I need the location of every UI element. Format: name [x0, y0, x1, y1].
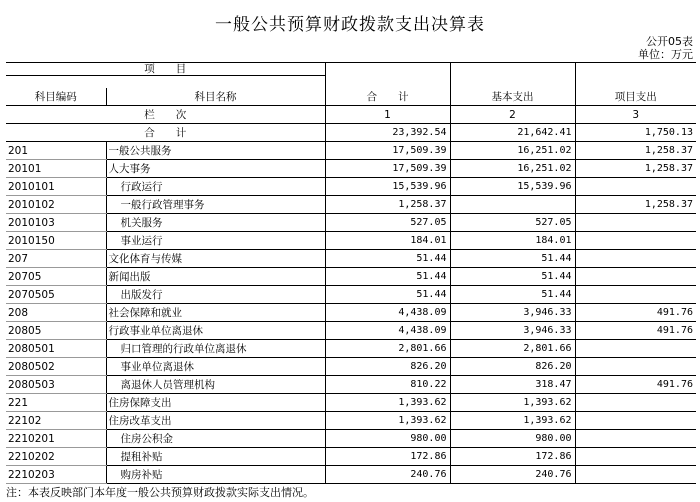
header-col1: 1 [325, 106, 450, 124]
row-total: 826.20 [325, 358, 450, 376]
row-code: 207 [6, 250, 106, 268]
header-project: 项 目 [6, 63, 325, 76]
table-code: 公开05表 [646, 35, 693, 48]
row-code: 2080501 [6, 340, 106, 358]
row-name: 文化体育与传媒 [106, 250, 325, 268]
table-row [6, 214, 696, 232]
header-code: 科目编码 [6, 88, 106, 106]
header-row-label: 栏 次 [6, 106, 325, 124]
header-total-blank [325, 63, 450, 89]
row-name: 事业运行 [106, 232, 325, 250]
row-project [575, 466, 696, 484]
total-label: 合 计 [6, 124, 325, 142]
row-total: 184.01 [325, 232, 450, 250]
header-col3: 3 [575, 106, 696, 124]
report-title: 一般公共预算财政拨款支出决算表 [215, 15, 485, 35]
row-basic: 172.86 [450, 448, 575, 466]
row-total: 172.86 [325, 448, 450, 466]
row-basic: 1,393.62 [450, 394, 575, 412]
row-basic: 51.44 [450, 268, 575, 286]
row-code: 2070505 [6, 286, 106, 304]
row-total: 1,258.37 [325, 196, 450, 214]
row-basic: 2,801.66 [450, 340, 575, 358]
row-code: 2010150 [6, 232, 106, 250]
total-amount: 23,392.54 [325, 124, 450, 142]
row-project [575, 286, 696, 304]
row-name: 行政运行 [106, 178, 325, 196]
header-project-exp: 项目支出 [575, 88, 696, 106]
row-code: 2080502 [6, 358, 106, 376]
table-row [6, 268, 696, 286]
row-basic: 1,393.62 [450, 412, 575, 430]
row-project [575, 178, 696, 196]
table-row [6, 196, 696, 214]
row-name: 出版发行 [106, 286, 325, 304]
table-row [6, 358, 696, 376]
row-code: 201 [6, 142, 106, 160]
header-row-project [6, 63, 696, 76]
row-name: 社会保障和就业 [106, 304, 325, 322]
row-basic: 826.20 [450, 358, 575, 376]
header-spacer [6, 76, 325, 89]
row-project [575, 448, 696, 466]
row-project: 1,258.37 [575, 160, 696, 178]
row-project [575, 394, 696, 412]
row-total: 4,438.09 [325, 322, 450, 340]
header-basic: 基本支出 [450, 88, 575, 106]
row-basic: 318.47 [450, 376, 575, 394]
row-name: 行政事业单位离退休 [106, 322, 325, 340]
row-code: 2210201 [6, 430, 106, 448]
header-name: 科目名称 [106, 88, 325, 106]
header-col2: 2 [450, 106, 575, 124]
row-code: 221 [6, 394, 106, 412]
row-name: 住房改革支出 [106, 412, 325, 430]
header-basic-blank [450, 63, 575, 89]
table-row [6, 394, 696, 412]
row-basic [450, 196, 575, 214]
row-code: 20805 [6, 322, 106, 340]
row-total: 2,801.66 [325, 340, 450, 358]
total-basic: 21,642.41 [450, 124, 575, 142]
row-total: 980.00 [325, 430, 450, 448]
row-total: 240.76 [325, 466, 450, 484]
row-project [575, 412, 696, 430]
row-total: 51.44 [325, 286, 450, 304]
row-name: 事业单位离退休 [106, 358, 325, 376]
row-project: 491.76 [575, 304, 696, 322]
row-basic: 15,539.96 [450, 178, 575, 196]
row-total: 527.05 [325, 214, 450, 232]
header-row-columns [6, 88, 696, 106]
row-code: 2010102 [6, 196, 106, 214]
row-total: 17,509.39 [325, 142, 450, 160]
row-code: 2210202 [6, 448, 106, 466]
header-row-index [6, 106, 696, 124]
row-project [575, 214, 696, 232]
row-basic: 3,946.33 [450, 304, 575, 322]
table-row [6, 448, 696, 466]
row-name: 新闻出版 [106, 268, 325, 286]
table-row [6, 376, 696, 394]
table-row [6, 142, 696, 160]
row-name: 机关服务 [106, 214, 325, 232]
row-total: 810.22 [325, 376, 450, 394]
total-row [6, 124, 696, 142]
expenditure-table [6, 62, 696, 484]
table-row [6, 412, 696, 430]
table-row [6, 178, 696, 196]
row-code: 208 [6, 304, 106, 322]
table-row [6, 304, 696, 322]
row-basic: 184.01 [450, 232, 575, 250]
row-name: 人大事务 [106, 160, 325, 178]
row-basic: 527.05 [450, 214, 575, 232]
unit-label: 单位：万元 [638, 48, 693, 61]
row-code: 2210203 [6, 466, 106, 484]
row-total: 4,438.09 [325, 304, 450, 322]
row-total: 1,393.62 [325, 412, 450, 430]
row-name: 住房公积金 [106, 430, 325, 448]
table-row [6, 430, 696, 448]
row-project [575, 358, 696, 376]
row-basic: 51.44 [450, 286, 575, 304]
row-project: 491.76 [575, 376, 696, 394]
row-project [575, 250, 696, 268]
row-project: 1,258.37 [575, 196, 696, 214]
row-code: 22102 [6, 412, 106, 430]
row-name: 住房保障支出 [106, 394, 325, 412]
table-row [6, 232, 696, 250]
row-basic: 51.44 [450, 250, 575, 268]
row-basic: 3,946.33 [450, 322, 575, 340]
row-total: 51.44 [325, 250, 450, 268]
row-code: 2010101 [6, 178, 106, 196]
row-name: 一般行政管理事务 [106, 196, 325, 214]
row-project [575, 430, 696, 448]
table-row [6, 322, 696, 340]
row-project [575, 232, 696, 250]
table-row [6, 466, 696, 484]
row-total: 1,393.62 [325, 394, 450, 412]
table-row [6, 250, 696, 268]
row-project [575, 268, 696, 286]
row-basic: 980.00 [450, 430, 575, 448]
row-project: 1,258.37 [575, 142, 696, 160]
row-basic: 240.76 [450, 466, 575, 484]
table-row [6, 160, 696, 178]
row-project [575, 340, 696, 358]
row-code: 2080503 [6, 376, 106, 394]
row-code: 20101 [6, 160, 106, 178]
row-code: 20705 [6, 268, 106, 286]
header-project-blank [575, 63, 696, 89]
row-basic: 16,251.02 [450, 142, 575, 160]
row-name: 离退休人员管理机构 [106, 376, 325, 394]
table-row [6, 286, 696, 304]
row-code: 2010103 [6, 214, 106, 232]
row-name: 归口管理的行政单位离退休 [106, 340, 325, 358]
footnote: 注：本表反映部门本年度一般公共预算财政拨款实际支出情况。 [6, 486, 314, 499]
row-name: 提租补贴 [106, 448, 325, 466]
row-basic: 16,251.02 [450, 160, 575, 178]
row-name: 一般公共服务 [106, 142, 325, 160]
row-total: 15,539.96 [325, 178, 450, 196]
row-total: 51.44 [325, 268, 450, 286]
total-project: 1,750.13 [575, 124, 696, 142]
row-total: 17,509.39 [325, 160, 450, 178]
header-total: 合 计 [325, 88, 450, 106]
row-name: 购房补贴 [106, 466, 325, 484]
row-project: 491.76 [575, 322, 696, 340]
table-row [6, 340, 696, 358]
